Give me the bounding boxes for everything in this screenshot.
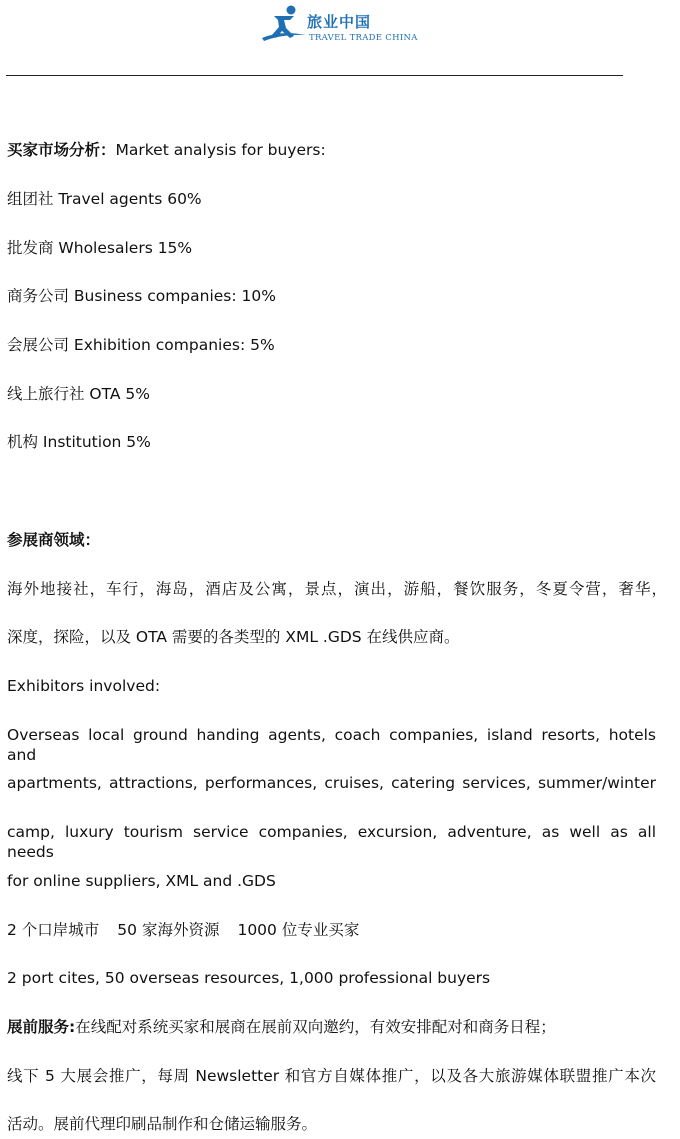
pre-show-line: 活动。展前代理印刷品制作和仓储运输服务。	[7, 1115, 318, 1133]
runner-logo-icon	[260, 4, 308, 44]
exhibitors-en-line: for online suppliers, XML and .GDS	[7, 872, 276, 890]
pre-show-heading: 展前服务:	[7, 1018, 76, 1036]
header-divider	[6, 75, 623, 76]
pre-show-text: 在线配对系统买家和展商在展前双向邀约，有效安排配对和商务日程；	[75, 1018, 556, 1036]
exhibitors-en-line: apartments, attractions, performances, cruises, catering services, summer/winter	[7, 774, 656, 792]
stat-cn: 50 家海外资源	[117, 921, 220, 939]
logo-english-text: TRAVEL TRADE CHINA	[309, 33, 418, 43]
buyer-item: 批发商 Wholesalers 15%	[7, 239, 193, 257]
buyers-heading: 买家市场分析：	[7, 141, 116, 159]
buyers-heading-en: Market analysis for buyers:	[115, 141, 326, 159]
buyer-item: 组团社 Travel agents 60%	[7, 190, 202, 208]
page-header	[0, 0, 680, 60]
exhibitors-en-heading: Exhibitors involved:	[7, 677, 161, 695]
exhibitors-en-line: Overseas local ground handing agents, coach companies, island resorts, hotels and	[7, 726, 656, 764]
pre-show-line: 线下 5 大展会推广，每周 Newsletter 和官方自媒体推广，以及各大旅游媒体联盟推广本次	[7, 1067, 656, 1085]
exhibitors-cn-line: 深度，探险，以及 OTA 需要的各类型的 XML .GDS 在线供应商。	[7, 628, 460, 646]
buyer-item: 机构 Institution 5%	[7, 433, 151, 451]
buyer-item: 商务公司 Business companies: 10%	[7, 287, 276, 305]
buyers-heading-line	[7, 140, 667, 160]
buyer-item: 会展公司 Exhibition companies: 5%	[7, 336, 275, 354]
exhibitors-en-line: camp, luxury tourism service companies, excursion, adventure, as well as all needs	[7, 823, 656, 861]
stat-cn: 1000 位专业买家	[237, 921, 360, 939]
pre-show-line	[7, 1017, 667, 1037]
stats-en-line: 2 port cites, 50 overseas resources, 1,000 professional buyers	[7, 969, 491, 987]
stat-cn: 2 个口岸城市	[7, 921, 100, 939]
stats-cn-line	[7, 920, 667, 940]
buyer-item: 线上旅行社 OTA 5%	[7, 385, 151, 403]
logo-chinese-text: 旅业中国	[307, 13, 372, 31]
exhibitors-heading: 参展商领域：	[7, 531, 101, 549]
exhibitors-cn-line: 海外地接社，车行，海岛，酒店及公寓，景点，演出，游船，餐饮服务，冬夏令营，奢华，	[7, 580, 667, 598]
